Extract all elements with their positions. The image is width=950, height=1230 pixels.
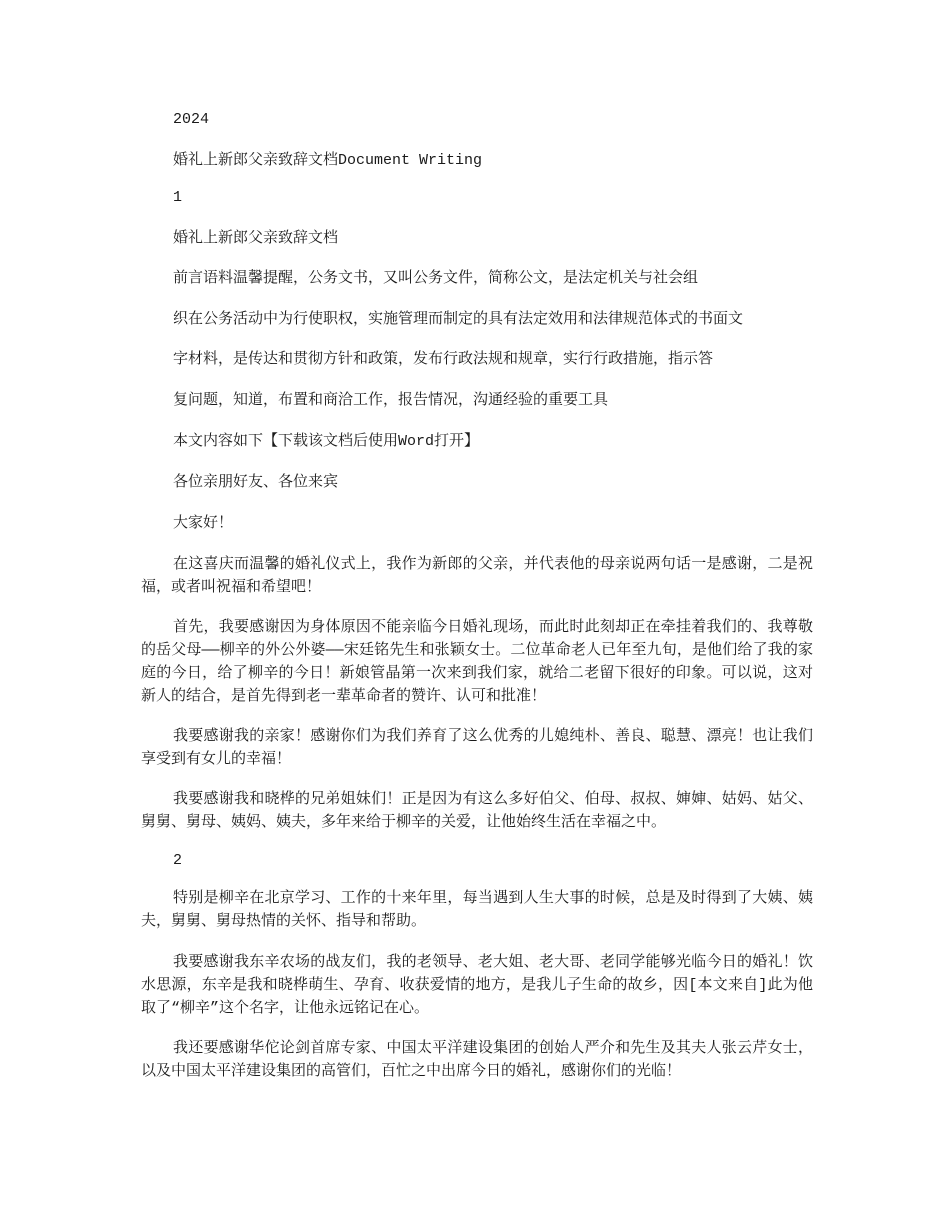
body-paragraph: 我要感谢我东辛农场的战友们，我的老领导、老大姐、老大哥、老同学能够光临今日的婚礼！饮水思源，东辛是我和晓桦萌生、孕育、收获爱情的地方，是我儿子生命的故乡，因[本文来自]此为他取了“柳辛”这个名字，让他永远铭记在心。 (141, 954, 813, 1017)
body-paragraph: 我还要感谢华佗论剑首席专家、中国太平洋建设集团的创始人严介和先生及其夫人张云芹女士，以及中国太平洋建设集团的高管们，百忙之中出席今日的婚礼，感谢你们的光临！ (141, 1040, 813, 1080)
year-label: 2024 (173, 111, 210, 128)
greeting: 大家好！ (173, 515, 234, 532)
salutation: 各位亲朋好友、各位来宾 (173, 474, 339, 491)
page-number: 2 (173, 852, 183, 869)
preface-line: 织在公务活动中为行使职权，实施管理而制定的具有法定效用和法律规范体式的书面文 (173, 311, 744, 328)
body-paragraph: 特别是柳辛在北京学习、工作的十来年里，每当遇到人生大事的时候，总是及时得到了大姨、姨夫，舅舅、舅母热情的关怀、指导和帮助。 (141, 890, 813, 930)
body-paragraph: 我要感谢我和晓桦的兄弟姐妹们！正是因为有这么多好伯父、伯母、叔叔、婶婶、姑妈、姑父、舅舅、舅母、姨妈、姨夫，多年来给于柳辛的关爱，让他始终生活在幸福之中。 (141, 791, 813, 831)
preface-line: 字材料，是传达和贯彻方针和政策，发布行政法规和规章，实行行政措施，指示答 (173, 351, 714, 368)
download-note: 本文内容如下【下载该文档后使用Word打开】 (173, 433, 480, 450)
body-paragraph: 在这喜庆而温馨的婚礼仪式上，我作为新郎的父亲，并代表他的母亲说两句话一是感谢，二是祝福，或者叫祝福和希望吧！ (141, 556, 813, 596)
body-paragraph: 首先，我要感谢因为身体原因不能亲临今日婚礼现场，而此时此刻却正在牵挂着我们的、我尊敬的岳父母——柳辛的外公外婆——宋廷铭先生和张颖女士。二位革命老人已年至九旬，是他们给了我的家庭的今日，给了柳辛的今日！新娘管晶第一次来到我们家，就给二老留下很好的印象。可以说，这对新人的结合，是首先得到老一辈革命者的赞许、认可和批准！ (141, 619, 813, 705)
preface-line: 前言语料温馨提醒，公务文书，又叫公务文件，简称公文，是法定机关与社会组 (173, 270, 699, 287)
header-title: 婚礼上新郎父亲致辞文档Document Writing (173, 152, 483, 169)
preface-line: 复问题，知道，布置和商洽工作，报告情况，沟通经验的重要工具 (173, 392, 609, 409)
body-paragraph: 我要感谢我的亲家！感谢你们为我们养育了这么优秀的儿媳纯朴、善良、聪慧、漂亮！也让我们享受到有女儿的幸福！ (141, 728, 813, 768)
document-title: 婚礼上新郎父亲致辞文档 (173, 230, 339, 247)
page-number: 1 (173, 189, 183, 206)
